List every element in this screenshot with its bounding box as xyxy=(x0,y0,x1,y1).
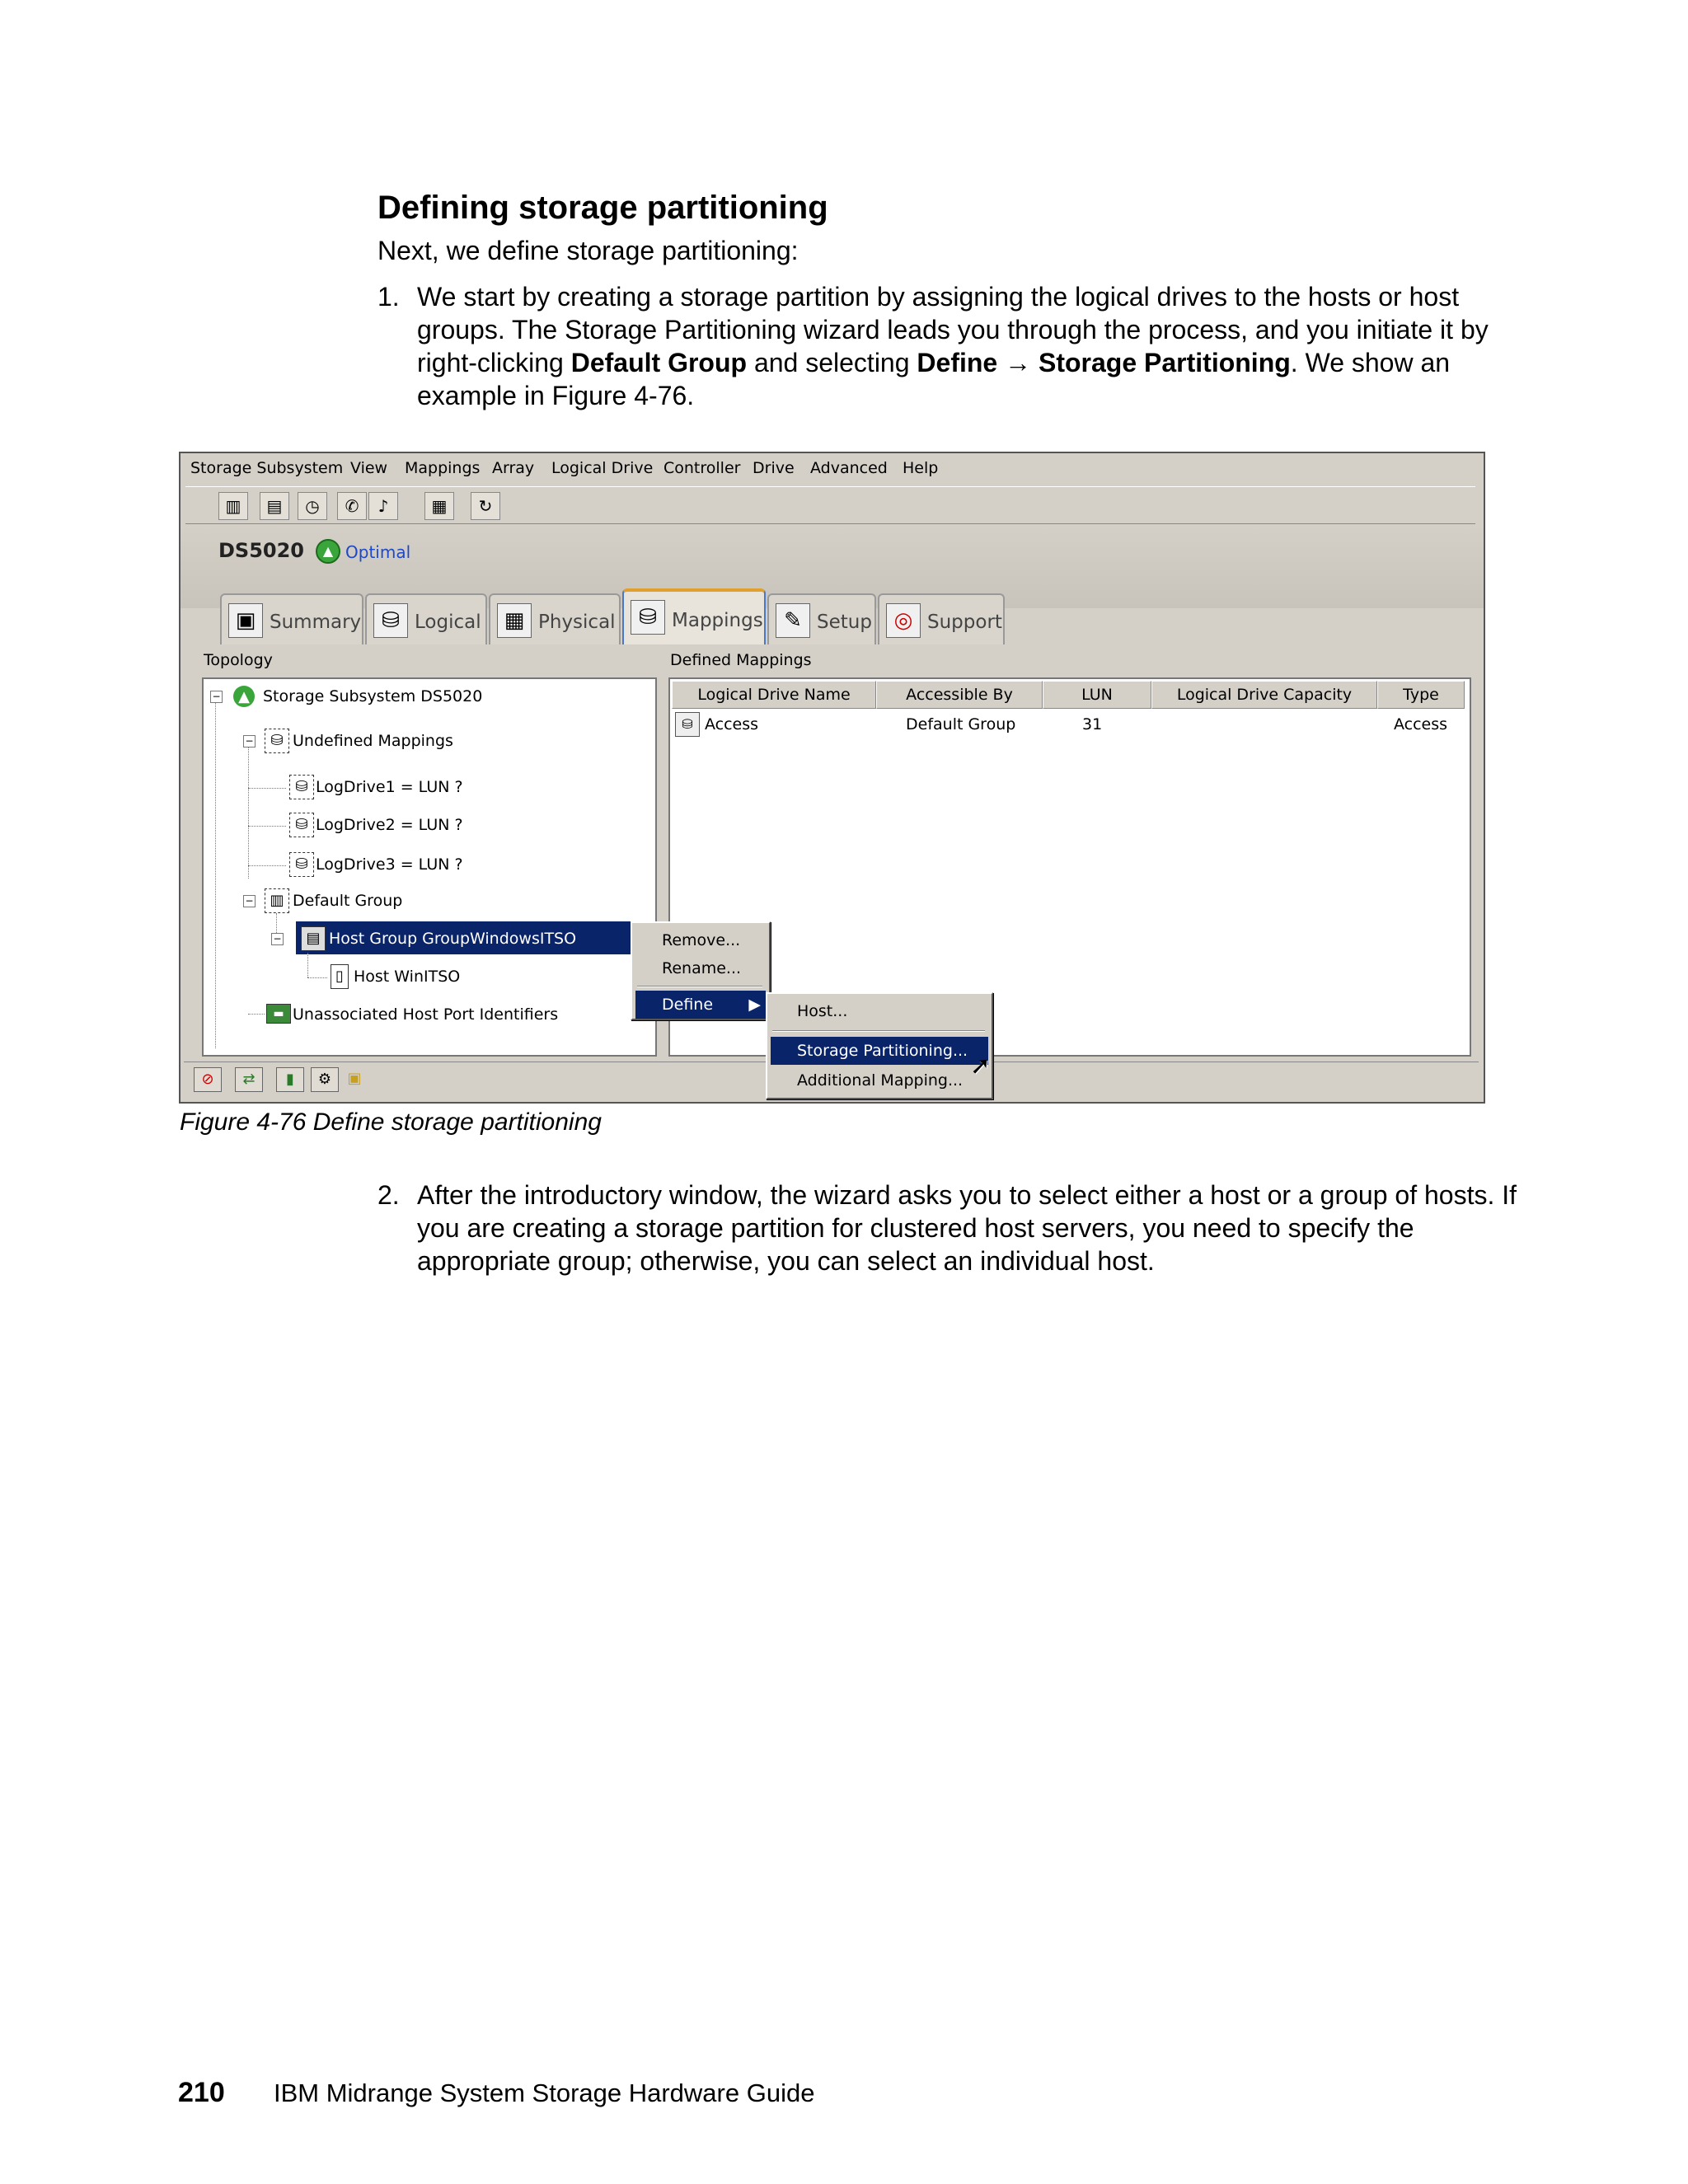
logical-drive-icon: ⛁ xyxy=(289,813,314,837)
table-cell-lun[interactable]: 31 xyxy=(1082,715,1103,733)
menu-mappings[interactable]: Mappings xyxy=(405,459,481,477)
menu-item-host[interactable]: Host... xyxy=(797,1002,848,1020)
port-identifiers-icon: ▬ xyxy=(266,1004,291,1024)
collapse-icon[interactable]: − xyxy=(210,691,223,703)
define-submenu xyxy=(766,992,993,1099)
tree-undefined-mappings[interactable]: Undefined Mappings xyxy=(293,732,453,750)
menu-bar xyxy=(181,453,1484,483)
logical-drive-icon: ⛁ xyxy=(289,852,314,877)
lifebuoy-icon: ◎ xyxy=(886,603,921,638)
tab-physical[interactable] xyxy=(489,593,621,646)
tab-mappings-label: Mappings xyxy=(672,610,763,631)
book-icon[interactable]: ▤ xyxy=(260,492,289,520)
status-text[interactable]: Optimal xyxy=(345,542,411,562)
step-1-number: 1. xyxy=(377,282,400,312)
submenu-arrow-icon: ▶ xyxy=(748,996,761,1014)
tab-mappings[interactable] xyxy=(622,588,766,648)
tab-logical-label: Logical xyxy=(415,612,481,633)
tree-host-group[interactable]: Host Group GroupWindowsITSO xyxy=(329,930,577,948)
tab-setup[interactable] xyxy=(767,593,876,646)
phone-icon[interactable]: ✆ xyxy=(337,492,367,520)
column-header[interactable]: LUN xyxy=(1043,681,1151,709)
menu-separator xyxy=(637,986,762,987)
menu-separator xyxy=(772,1030,985,1032)
tree-unassociated-ports[interactable]: Unassociated Host Port Identifiers xyxy=(293,1005,559,1024)
lock-icon[interactable]: ▣ xyxy=(347,1070,362,1087)
menu-item-additional-mapping[interactable]: Additional Mapping... xyxy=(797,1071,964,1090)
step-2-text: After the introductory window, the wizard asks you to select either a host or a group of hosts. If you are creating a storage partition for clustered host servers, you need to specify the appropriate group; otherwise, you can select an individual host. xyxy=(417,1180,1517,1276)
refresh-icon[interactable]: ↻ xyxy=(471,492,500,520)
tree-logdrive-1[interactable]: LogDrive1 = LUN ? xyxy=(316,778,463,796)
tree-default-group[interactable]: Default Group xyxy=(293,892,403,910)
column-header[interactable]: Logical Drive Capacity xyxy=(1151,681,1377,709)
subsystem-name: DS5020 xyxy=(218,539,305,562)
menu-item-storage-partitioning[interactable]: Storage Partitioning... xyxy=(771,1037,988,1065)
menu-item-remove[interactable]: Remove... xyxy=(662,931,741,949)
menu-item-rename[interactable]: Rename... xyxy=(662,959,742,977)
tab-setup-label: Setup xyxy=(817,612,872,633)
collapse-icon[interactable]: − xyxy=(243,895,256,907)
mouse-cursor-icon: ➚ xyxy=(970,1052,992,1080)
clock-icon[interactable]: ◷ xyxy=(298,492,327,520)
step-2-number: 2. xyxy=(377,1180,400,1210)
physical-icon: ▦ xyxy=(497,603,532,638)
tree-logdrive-3[interactable]: LogDrive3 = LUN ? xyxy=(316,855,463,874)
column-header[interactable]: Logical Drive Name xyxy=(672,681,876,709)
column-header[interactable]: Type xyxy=(1377,681,1465,709)
tree-host[interactable]: Host WinITSO xyxy=(354,968,461,986)
menu-help[interactable]: Help xyxy=(903,459,939,477)
storage-icon[interactable]: ▥ xyxy=(218,492,248,520)
default-group-icon: ▥ xyxy=(265,888,289,913)
step-1-text: We start by creating a storage partition by assigning the logical drives to the hosts or host groups. The Storage Partitioning wizard leads you through the process, and you initiate it by right-clicking Default Group and selecting Define → Storage Partitioning. We show an example in Figure 4-76. xyxy=(417,282,1489,410)
tree-root[interactable]: Storage Subsystem DS5020 xyxy=(263,687,483,705)
copy-icon[interactable]: ⇄ xyxy=(235,1067,263,1092)
book-title: IBM Midrange System Storage Hardware Guide xyxy=(274,2079,815,2107)
tree-connector xyxy=(248,747,249,879)
tree-connector xyxy=(307,953,308,977)
tab-support-label: Support xyxy=(927,612,1002,633)
context-menu xyxy=(631,921,771,1020)
tab-support[interactable] xyxy=(878,593,1005,646)
drive-icon[interactable]: ▮ xyxy=(276,1067,304,1092)
undefined-mappings-icon: ⛁ xyxy=(265,729,289,753)
menu-item-define[interactable]: Define ▶ xyxy=(635,991,766,1019)
tree-connector xyxy=(248,865,286,866)
menu-view[interactable]: View xyxy=(350,459,388,477)
storage-manager-window xyxy=(179,452,1485,1104)
no-alerts-icon[interactable]: ⊘ xyxy=(194,1067,222,1092)
subsystem-status-icon: ▲ xyxy=(233,686,255,707)
menu-controller[interactable]: Controller xyxy=(663,459,741,477)
mappings-icon: ⛁ xyxy=(631,600,665,635)
menu-advanced[interactable]: Advanced xyxy=(810,459,888,477)
column-header[interactable]: Accessible By xyxy=(876,681,1043,709)
collapse-icon[interactable]: − xyxy=(243,735,256,748)
menu-logical-drive[interactable]: Logical Drive xyxy=(551,459,654,477)
menu-storage-subsystem[interactable]: Storage Subsystem xyxy=(190,459,344,477)
logical-drive-icon: ⛁ xyxy=(289,775,314,799)
tree-connector xyxy=(248,826,286,827)
tab-physical-label: Physical xyxy=(538,612,616,633)
menu-array[interactable]: Array xyxy=(492,459,535,477)
tree-connector xyxy=(248,1014,265,1015)
menu-drive[interactable]: Drive xyxy=(753,459,795,477)
host-icon: ▯ xyxy=(331,964,349,989)
logical-drive-icon: ⛁ xyxy=(373,603,408,638)
tree-connector xyxy=(307,977,327,978)
access-drive-icon: ⛁ xyxy=(675,712,700,737)
defined-mappings-label: Defined Mappings xyxy=(670,651,812,669)
tree-logdrive-2[interactable]: LogDrive2 = LUN ? xyxy=(316,816,463,834)
tree-connector xyxy=(248,788,286,789)
settings-icon[interactable]: ⚙ xyxy=(311,1067,339,1092)
setup-icon: ✎ xyxy=(776,603,810,638)
section-heading: Defining storage partitioning xyxy=(377,190,828,226)
figure-caption: Figure 4-76 Define storage partitioning xyxy=(180,1108,602,1136)
tab-summary-label: Summary xyxy=(270,612,362,633)
table-cell-name[interactable]: Access xyxy=(705,715,759,733)
bell-icon[interactable]: ♪ xyxy=(368,492,398,520)
host-group-icon: ▤ xyxy=(301,926,326,951)
filter-icon[interactable]: ▦ xyxy=(424,492,454,520)
collapse-icon[interactable]: − xyxy=(271,933,284,945)
summary-icon: ▣ xyxy=(228,603,263,638)
tree-connector xyxy=(215,702,216,1048)
topology-label: Topology xyxy=(204,651,273,669)
optimal-status-icon: ▲ xyxy=(316,539,340,564)
page-number: 210 xyxy=(178,2077,225,2108)
table-cell-accessible-by[interactable]: Default Group xyxy=(906,715,1016,733)
intro-paragraph: Next, we define storage partitioning: xyxy=(377,236,799,265)
tab-logical[interactable] xyxy=(365,593,487,646)
tab-summary[interactable] xyxy=(220,593,363,646)
toolbar xyxy=(185,486,1475,524)
table-cell-type[interactable]: Access xyxy=(1394,715,1448,733)
